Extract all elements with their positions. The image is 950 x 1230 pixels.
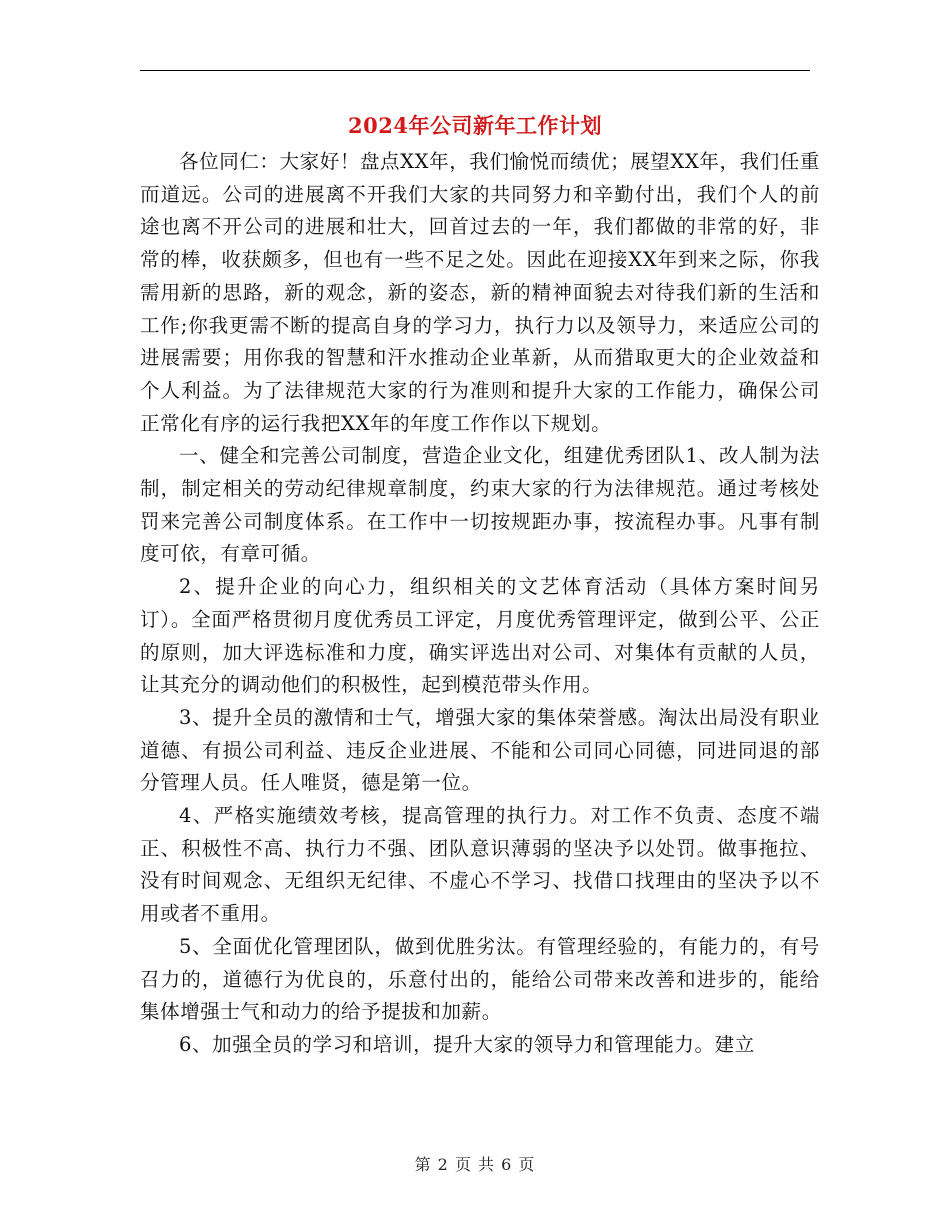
document-title: 2024年公司新年工作计划 bbox=[348, 113, 602, 138]
header-rule bbox=[140, 70, 810, 71]
paragraph-item-3: 3、提升全员的激情和士气，增强大家的集体荣誉感。淘汰出局没有职业道德、有损公司利益、违反企业进展、不能和公司同心同德，同进同退的部分管理人员。任人唯贤，德是第一位。 bbox=[140, 705, 820, 795]
paragraph-section-1: 一、健全和完善公司制度，营造企业文化，组建优秀团队1、改人制为法制，制定相关的劳动纪律规章制度，约束大家的行为法律规范。通过考核处罚来完善公司制度体系。在工作中一切按规距办事，按流程办事。凡事有制度可依，有章可循。 bbox=[140, 444, 820, 566]
paragraph-item-4: 4、严格实施绩效考核，提高管理的执行力。对工作不负责、态度不端正、积极性不高、执行力不强、团队意识薄弱的坚决予以处罚。做事拖拉、没有时间观念、无组织无纪律、不虚心不学习、找借口找理由的坚决予以不用或者不重用。 bbox=[140, 804, 820, 926]
page-number-footer: 第 2 页 共 6 页 bbox=[414, 1155, 536, 1174]
paragraph-item-2: 2、提升企业的向心力，组织相关的文艺体育活动（具体方案时间另订）。全面严格贯彻月度优秀员工评定，月度优秀管理评定，做到公平、公正的原则，加大评选标准和力度，确实评选出对公司、对集体有贡献的人员，让其充分的调动他们的积极性，起到模范带头作用。 bbox=[140, 575, 820, 697]
paragraph-intro: 各位同仁：大家好！盘点XX年，我们愉悦而绩优；展望XX年，我们任重而道远。公司的进展离不开我们大家的共同努力和辛勤付出，我们个人的前途也离不开公司的进展和壮大，回首过去的一年，我们都做的非常的好，非常的棒，收获颇多，但也有一些不足之处。因此在迎接XX年到来之际，你我需用新的思路，新的观念，新的姿态，新的精神面貌去对待我们新的生活和工作;你我更需不断的提高自身的学习力，执行力以及领导力，来适应公司的进展需要；用你我的智慧和汗水推动企业革新，从而猎取更大的企业效益和个人利益。为了法律规范大家的行为准则和提升大家的工作能力，确保公司正常化有序的运行我把XX年的年度工作作以下规划。 bbox=[140, 150, 820, 435]
paragraph-item-6: 6、加强全员的学习和培训，提升大家的领导力和管理能力。建立 bbox=[179, 1032, 755, 1056]
document-body bbox=[140, 146, 820, 1062]
paragraph-item-5: 5、全面优化管理团队，做到优胜劣汰。有管理经验的，有能力的，有号召力的，道德行为优良的，乐意付出的，能给公司带来改善和进步的，能给集体增强士气和动力的给予提拔和加薪。 bbox=[140, 934, 820, 1024]
